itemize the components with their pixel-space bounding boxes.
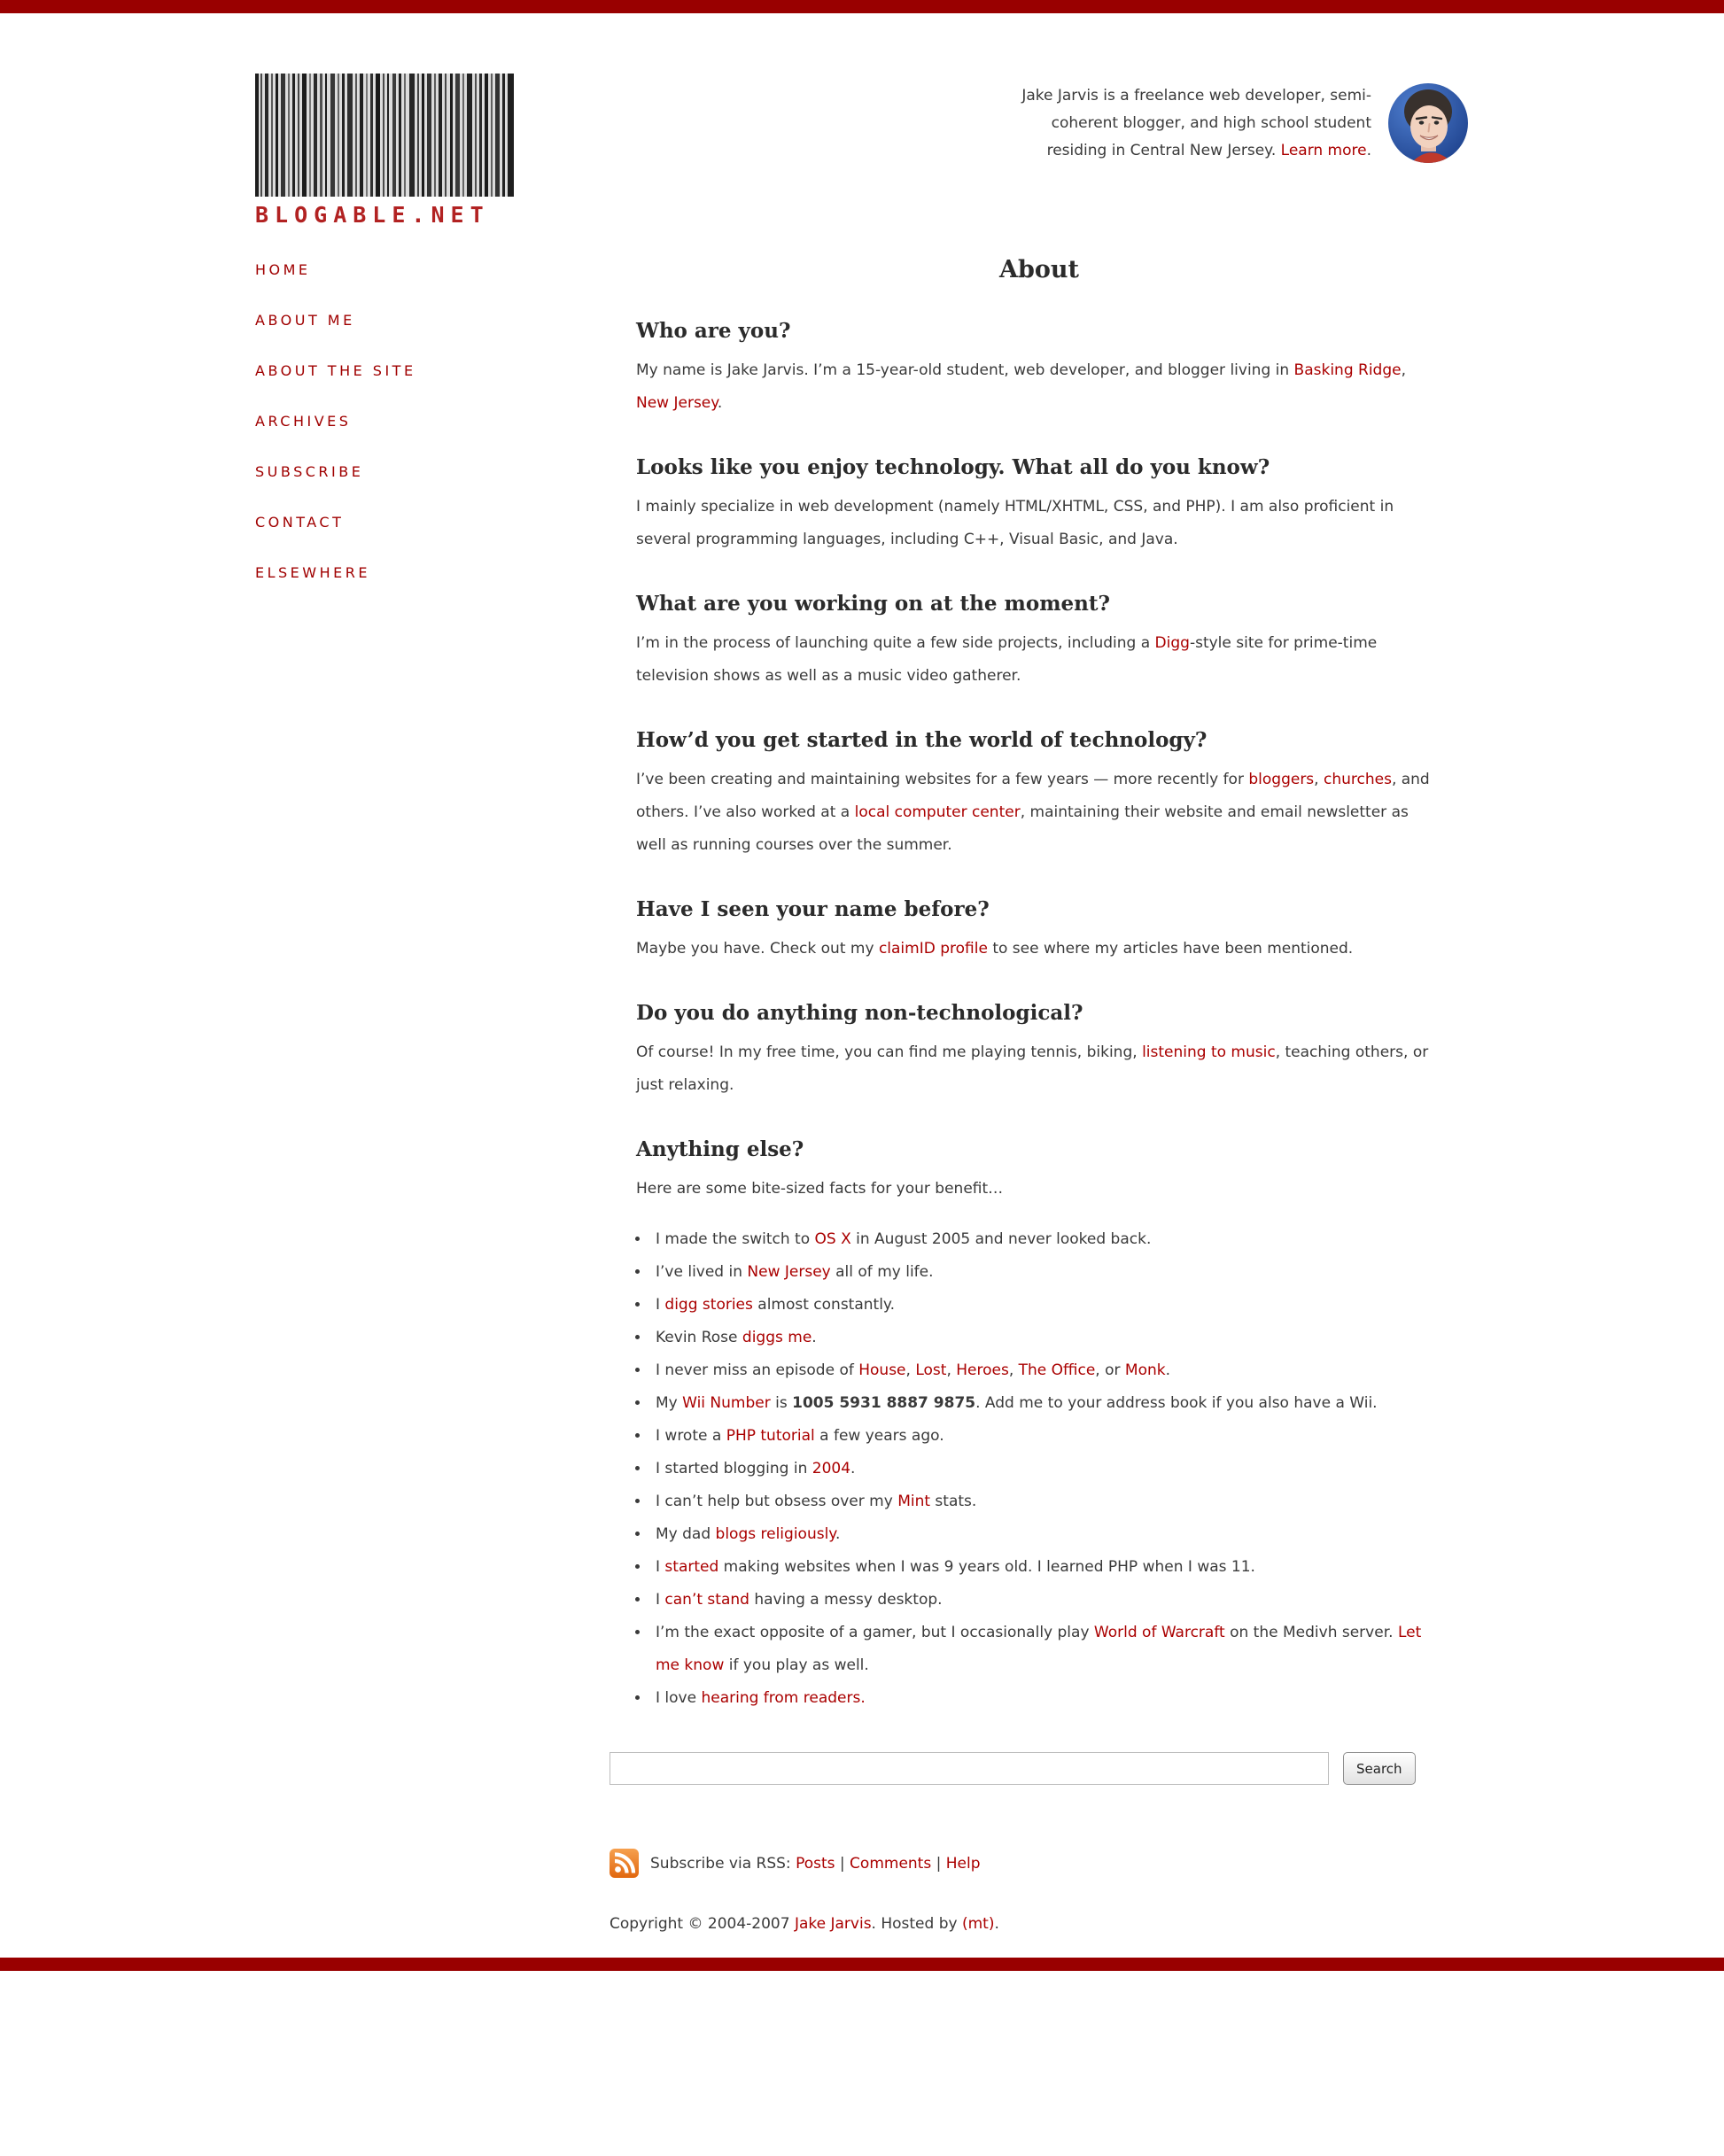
text-segment: . (812, 1329, 817, 1346)
rss-subscribe-text (650, 1855, 981, 1873)
site-intro-text (1021, 82, 1371, 165)
sidebar-item (255, 564, 610, 581)
sidebar-item (255, 514, 610, 531)
fact-item (650, 1256, 1441, 1289)
fact-item (650, 1485, 1441, 1518)
inline-link[interactable]: started (664, 1558, 719, 1576)
content-columns (255, 256, 1469, 1958)
sidebar-item (255, 463, 610, 480)
fact-item (650, 1551, 1441, 1584)
sidebar-link-home[interactable]: HOME (255, 261, 311, 278)
sidebar-link-about-me[interactable]: ABOUT ME (255, 312, 355, 329)
question-heading: How’d you get started in the world of technology? (636, 728, 1208, 752)
question-heading: Anything else? (636, 1137, 804, 1161)
inline-link[interactable]: The Office (1018, 1361, 1096, 1379)
text-segment: I (656, 1558, 665, 1576)
text-segment: My dad (656, 1525, 716, 1543)
inline-link[interactable]: Comments (850, 1854, 932, 1873)
fact-item (650, 1354, 1441, 1387)
text-segment: , (1008, 1361, 1019, 1379)
top-accent-bar (0, 0, 1724, 13)
inline-link[interactable]: blogs religiously (715, 1525, 835, 1543)
inline-link[interactable]: bloggers (1248, 771, 1315, 788)
text-segment: . Add me to your address book if you also have a Wii. (975, 1394, 1378, 1412)
text-segment: Subscribe via RSS: (650, 1854, 796, 1873)
inline-link[interactable]: Let me know (656, 1624, 1422, 1674)
inline-link[interactable]: hearing from readers. (701, 1689, 866, 1707)
inline-link[interactable]: Posts (796, 1854, 835, 1873)
text-segment: Of course! In my free time, you can find me playing tennis, biking, (636, 1043, 1143, 1061)
page-title: About (999, 256, 1079, 283)
answer-paragraph (636, 627, 1441, 693)
inline-link[interactable]: Monk (1124, 1361, 1166, 1379)
fact-item (650, 1420, 1441, 1453)
text-segment: on the Medivh server. (1224, 1624, 1398, 1641)
text-segment: , (905, 1361, 916, 1379)
text-segment: , (946, 1361, 957, 1379)
text-segment: , or (1095, 1361, 1125, 1379)
question-heading: Looks like you enjoy technology. What all do you know? (636, 455, 1270, 479)
avatar-illustration-icon (1387, 82, 1469, 164)
text-segment: I wrote a (656, 1427, 726, 1445)
text-segment: I made the switch to (656, 1230, 815, 1248)
text-segment: . (994, 1915, 999, 1933)
text-segment: , and others. I’ve also worked at a (636, 771, 1430, 821)
text-segment: making websites when I was 9 years old. I learned PHP when I was 11. (718, 1558, 1255, 1576)
text-segment: , (1401, 361, 1407, 379)
text-segment: residing in Central New Jersey. (1046, 142, 1281, 159)
avatar[interactable] (1387, 82, 1469, 164)
fact-item (650, 1289, 1441, 1322)
text-segment: Maybe you have. Check out my (636, 940, 879, 958)
inline-link[interactable]: Digg (1154, 634, 1190, 652)
inline-link[interactable]: Heroes (956, 1361, 1009, 1379)
text-segment: I’m the exact opposite of a gamer, but I occasionally play (656, 1624, 1094, 1641)
text-segment: stats. (930, 1493, 977, 1510)
text-segment: if you play as well. (724, 1656, 869, 1674)
fact-item (650, 1617, 1441, 1682)
sidebar-nav (255, 256, 610, 1958)
answer-paragraph (636, 491, 1441, 556)
text-segment: . (717, 394, 723, 412)
rss-row (610, 1849, 1469, 1878)
header-intro-block (1021, 74, 1469, 165)
text-segment: having a messy desktop. (749, 1591, 943, 1609)
text-segment: , teaching others, or just relaxing. (636, 1043, 1429, 1094)
sidebar-link-about-the-site[interactable]: ABOUT THE SITE (255, 362, 416, 379)
inline-link[interactable]: Help (945, 1854, 981, 1873)
inline-link[interactable]: churches (1323, 771, 1392, 788)
answer-paragraph (636, 1173, 1441, 1206)
fact-item (650, 1453, 1441, 1485)
text-segment: Kevin Rose (656, 1329, 742, 1346)
rss-icon (610, 1849, 639, 1878)
text-segment: . Hosted by (871, 1915, 962, 1933)
text-segment: I (656, 1296, 665, 1314)
text-segment: almost constantly. (752, 1296, 895, 1314)
about-article (610, 319, 1469, 1715)
question-heading: Who are you? (636, 319, 791, 343)
question-heading: Do you do anything non-technological? (636, 1001, 1083, 1025)
fact-item (650, 1322, 1441, 1354)
copyright-text (610, 1915, 1469, 1933)
site-header (255, 13, 1469, 228)
text-segment: | (931, 1854, 946, 1873)
search-button[interactable]: Search (1343, 1752, 1416, 1785)
inline-link[interactable]: Learn more (1280, 142, 1367, 159)
sidebar-nav-list (255, 261, 610, 581)
sidebar-item (255, 261, 610, 278)
fact-item (650, 1223, 1441, 1256)
text-segment: My (656, 1394, 683, 1412)
text-segment: Copyright © 2004-2007 (610, 1915, 795, 1933)
text-segment: . (1165, 1361, 1170, 1379)
text-segment: Jake Jarvis is a freelance web developer, semi- (1021, 87, 1371, 105)
text-segment: a few years ago. (814, 1427, 944, 1445)
text-segment: . (1366, 142, 1371, 159)
fact-item (650, 1387, 1441, 1420)
text-segment: is (770, 1394, 793, 1412)
answer-paragraph (636, 354, 1441, 420)
page-wrapper (255, 13, 1469, 1958)
inline-link[interactable]: Basking Ridge (1293, 361, 1402, 379)
text-segment: I started blogging in (656, 1460, 812, 1477)
text-segment: 1005 5931 8887 9875 (792, 1394, 976, 1412)
inline-link[interactable]: listening to music (1142, 1043, 1276, 1061)
text-segment: I can’t help but obsess over my (656, 1493, 898, 1510)
bottom-accent-bar (0, 1958, 1724, 1971)
fact-item (650, 1682, 1441, 1715)
inline-link[interactable]: (mt) (961, 1915, 995, 1933)
inline-link[interactable]: Lost (915, 1361, 947, 1379)
facts-list (636, 1223, 1441, 1715)
text-segment: I’ve been creating and maintaining websites for a few years — more recently for (636, 771, 1249, 788)
text-segment: Here are some bite-sized facts for your benefit… (636, 1180, 1004, 1198)
text-segment: I’m in the process of launching quite a few side projects, including a (636, 634, 1155, 652)
text-segment: , (1314, 771, 1324, 788)
inline-link[interactable]: can’t stand (664, 1591, 749, 1609)
inline-link[interactable]: diggs me (742, 1329, 812, 1346)
text-segment: in August 2005 and never looked back. (850, 1230, 1152, 1248)
fact-item (650, 1518, 1441, 1551)
text-segment: -style site for prime-time television shows as well as a music video gatherer. (636, 634, 1378, 685)
inline-link[interactable]: New Jersey (747, 1263, 831, 1281)
sidebar-link-subscribe[interactable]: SUBSCRIBE (255, 463, 364, 480)
site-logo-text: BLOGABLE.NET (255, 202, 490, 228)
text-segment: , maintaining their website and email newsletter as well as running courses over the summer. (636, 803, 1409, 854)
inline-link[interactable]: New Jersey (636, 394, 718, 412)
sidebar-link-archives[interactable]: ARCHIVES (255, 413, 352, 430)
inline-link[interactable]: Mint (897, 1493, 931, 1510)
inline-link[interactable]: claimID profile (878, 940, 988, 958)
inline-link[interactable]: OS X (814, 1230, 851, 1248)
text-segment: I (656, 1591, 665, 1609)
fact-item (650, 1584, 1441, 1617)
inline-link[interactable]: PHP tutorial (726, 1427, 815, 1445)
site-logo[interactable] (255, 74, 514, 228)
answer-paragraph (636, 764, 1441, 862)
text-segment: coherent blogger, and high school student (1051, 114, 1371, 132)
inline-link[interactable]: Jake Jarvis (794, 1915, 872, 1933)
search-row (610, 1752, 1469, 1785)
text-segment: . (835, 1525, 841, 1543)
sidebar-link-elsewhere[interactable]: ELSEWHERE (255, 564, 370, 581)
sidebar-item (255, 413, 610, 430)
inline-link[interactable]: House (858, 1361, 906, 1379)
sidebar-link-contact[interactable]: CONTACT (255, 514, 345, 531)
main-content (610, 256, 1469, 1958)
sidebar-item (255, 362, 610, 379)
barcode-icon (255, 74, 514, 197)
inline-link[interactable]: digg stories (664, 1296, 753, 1314)
search-input[interactable] (610, 1752, 1329, 1785)
inline-link[interactable]: World of Warcraft (1093, 1624, 1225, 1641)
inline-link[interactable]: 2004 (812, 1460, 851, 1477)
text-segment: I mainly specialize in web development (namely HTML/XHTML, CSS, and PHP). I am also proficient in several programming languages, including C++, Visual Basic, and Java. (636, 498, 1394, 548)
text-segment: My name is Jake Jarvis. I’m a 15-year-old student, web developer, and blogger living in (636, 361, 1294, 379)
footer-spacer (610, 1933, 1469, 1958)
text-segment: . (850, 1460, 856, 1477)
text-segment: I never miss an episode of (656, 1361, 859, 1379)
inline-link[interactable]: Wii Number (682, 1394, 771, 1412)
text-segment: | (835, 1854, 850, 1873)
qa-sections (636, 319, 1441, 1206)
sidebar-item (255, 312, 610, 329)
rss-feed-link[interactable] (610, 1849, 639, 1878)
question-heading: Have I seen your name before? (636, 897, 990, 921)
text-segment: to see where my articles have been mentioned. (987, 940, 1354, 958)
answer-paragraph (636, 1036, 1441, 1102)
text-segment: I’ve lived in (656, 1263, 748, 1281)
inline-link[interactable]: local computer center (854, 803, 1021, 821)
answer-paragraph (636, 933, 1441, 966)
question-heading: What are you working on at the moment? (636, 592, 1110, 616)
text-segment: I love (656, 1689, 702, 1707)
text-segment: all of my life. (830, 1263, 934, 1281)
